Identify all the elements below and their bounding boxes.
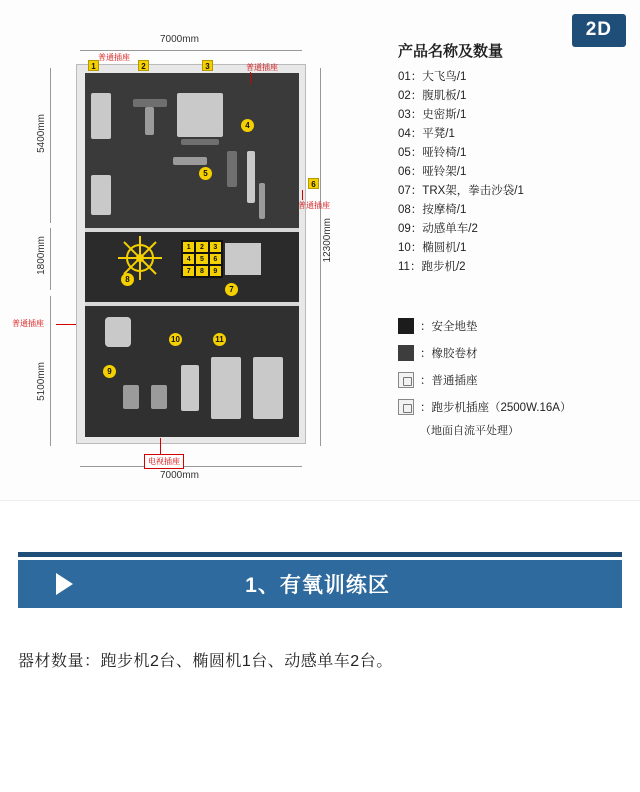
legend-note: （地面自流平处理） [420, 425, 519, 437]
room-outline [76, 64, 306, 444]
tv-socket-leader [160, 438, 161, 454]
dim-bottom: 7000mm [160, 470, 199, 481]
list-item: 04：平凳/1 [398, 128, 455, 140]
dim-left-top: 5400mm [36, 114, 47, 153]
legend-label: ：橡胶卷材 [420, 348, 478, 360]
list-item: 09：动感单车/2 [398, 223, 478, 235]
treadmill-socket-icon [398, 399, 414, 415]
marker-socket-3: 3 [202, 60, 213, 71]
legend-row-socket [398, 372, 571, 388]
equipment-massage-chair [105, 317, 131, 347]
marker-08: 8 [121, 273, 134, 286]
marker-09: 9 [103, 365, 116, 378]
rack-cell: 5 [195, 253, 208, 265]
socket-label-3: 普通插座 [298, 201, 330, 210]
socket-label-left: 普通插座 [12, 319, 44, 328]
tv-socket-label: 电视插座 [144, 454, 184, 469]
section-accent-bar [18, 552, 622, 557]
floor-plan-drawing [10, 18, 360, 481]
equipment-smith-base [181, 139, 219, 145]
list-item: 01：大飞鸟/1 [398, 71, 467, 83]
product-list [398, 68, 524, 277]
equipment-cable-crossover [91, 93, 111, 139]
marker-10: 10 [169, 333, 182, 346]
list-item: 02：腹肌板/1 [398, 90, 467, 102]
legend-row-mat [398, 318, 571, 334]
legend-label: ：普通插座 [420, 375, 478, 387]
list-item: 06：哑铃架/1 [398, 166, 467, 178]
swatch-safety-mat-icon [398, 318, 414, 334]
section-header [18, 560, 622, 608]
rack-cell: 1 [182, 241, 195, 253]
dim-top: 7000mm [160, 34, 199, 45]
rack-cell: 9 [209, 265, 222, 277]
marker-socket-2: 2 [138, 60, 149, 71]
list-item: 10：椭圆机/1 [398, 242, 467, 254]
marker-socket-6: 6 [308, 178, 319, 189]
equipment-bench-bar [133, 99, 167, 107]
equipment-dumbbell-chair [227, 151, 237, 187]
rack-cell: 2 [195, 241, 208, 253]
list-item: 03：史密斯/1 [398, 109, 467, 121]
dim-line-left-top [50, 68, 51, 223]
equipment-dumbbell-rack-side [247, 151, 255, 203]
marker-socket-1: 1 [88, 60, 99, 71]
swatch-rubber-roll-icon [398, 345, 414, 361]
dumbbell-rack-grid [181, 240, 223, 278]
dim-line-right [320, 68, 321, 446]
rack-cell: 8 [195, 265, 208, 277]
equipment-treadmill-1 [211, 357, 241, 419]
rack-cell: 6 [209, 253, 222, 265]
list-item: 08：按摩椅/1 [398, 204, 467, 216]
socket-leader-left [56, 324, 76, 325]
rack-cell: 4 [182, 253, 195, 265]
equipment-rack-column [259, 183, 265, 219]
badge-2d: 2D [572, 14, 626, 47]
list-item: 11：跑步机/2 [398, 261, 466, 273]
rack-cell: 3 [209, 241, 222, 253]
equipment-trx-frame [225, 243, 261, 275]
marker-07: 7 [225, 283, 238, 296]
dim-line-left-bottom [50, 296, 51, 446]
play-triangle-icon [56, 573, 73, 595]
socket-label-2: 普通插座 [246, 63, 278, 72]
legend-label: ：安全地垫 [420, 321, 478, 333]
dim-left-mid: 1800mm [36, 236, 47, 275]
dim-line-top [80, 50, 302, 51]
equipment-bench-pad [145, 107, 154, 135]
marker-05: 5 [199, 167, 212, 180]
section-title: 1、有氧训练区 [245, 574, 390, 597]
equipment-elliptical [181, 365, 199, 411]
equipment-spin-bike-2 [151, 385, 167, 409]
rack-cell: 7 [182, 265, 195, 277]
marker-11: 11 [213, 333, 226, 346]
marker-04: 4 [241, 119, 254, 132]
dim-line-bottom [80, 466, 302, 467]
dim-line-left-mid [50, 228, 51, 290]
socket-icon [398, 372, 414, 388]
socket-leader-2 [250, 72, 251, 84]
list-item: 07：TRX架，拳击沙袋/1 [398, 185, 524, 197]
equipment-spin-bike-1 [123, 385, 139, 409]
legend-row-treadmill-socket [398, 399, 571, 415]
list-item: 05：哑铃椅/1 [398, 147, 467, 159]
legend-row-rubber [398, 345, 571, 361]
socket-label-1: 普通插座 [98, 53, 130, 62]
socket-leader-3 [302, 190, 303, 200]
dim-left-bottom: 5100mm [36, 362, 47, 401]
product-list-title: 产品名称及数量 [398, 43, 504, 60]
section-body-text: 器材数量：跑步机2台、椭圆机1台、动感单车2台。 [18, 653, 393, 670]
equipment-flat-bench [173, 157, 207, 165]
equipment-cable-crossover-2 [91, 175, 111, 215]
legend [398, 318, 571, 438]
legend-label: ：跑步机插座（2500W.16A） [420, 402, 572, 414]
equipment-smith-machine [177, 93, 223, 137]
equipment-treadmill-2 [253, 357, 283, 419]
dim-right: 12300mm [322, 218, 333, 263]
